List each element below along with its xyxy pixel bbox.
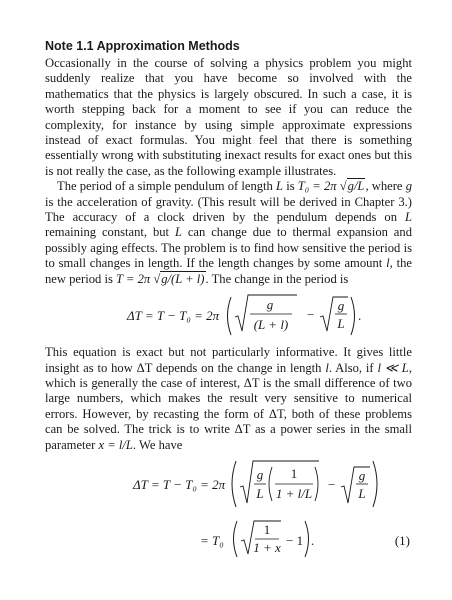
note-heading: Note 1.1 Approximation Methods bbox=[45, 39, 240, 53]
paren-right bbox=[305, 521, 309, 557]
text: is the acceleration of gravity. (This result will be derived in Chapter 3.) The accuracy of a clock driven by the pendulum depends on bbox=[45, 194, 412, 225]
eq1-num2: g bbox=[337, 298, 345, 314]
math-sqrt-g-over-L: g/L bbox=[347, 179, 365, 194]
eq2-g2: g bbox=[358, 467, 366, 483]
text: remaining constant, but bbox=[45, 225, 175, 240]
eq1-minus: − bbox=[307, 307, 315, 323]
math-l: l bbox=[386, 256, 390, 271]
math-l: l bbox=[325, 360, 329, 375]
paren-left bbox=[269, 467, 272, 501]
eq1-lhs: ΔT = T − T₀ = 2π bbox=[127, 308, 220, 324]
paren-left bbox=[234, 521, 238, 557]
paragraph-intro: Occasionally in the course of solving a physics problem you might suddenly realize that you have become so involved with the mathematics that the physics is largely obscured. In such a case, it is worth stepping back for a moment to see if you can reduce the complexity, for instance by using simple approximate expressions instead of exact formulas. You might feel that there is something essentially wrong with substituting inexact results for exact ones but this is not really the case, as the following example illustrates. bbox=[45, 56, 412, 178]
equation-power-series bbox=[45, 453, 412, 565]
text: . The change in the period is bbox=[205, 271, 349, 286]
paren-left bbox=[232, 461, 236, 507]
text: can change due to thermal expansion and possibly aging effects. The problem is to find how sensitive the period is to small changes in length. If the length changes by some amount bbox=[45, 225, 412, 271]
math-T: T = 2π bbox=[116, 271, 154, 286]
eq1-den1: (L + l) bbox=[253, 317, 289, 333]
note-content bbox=[45, 38, 412, 565]
eq2-lhs: ΔT = T − T₀ = 2π bbox=[133, 476, 226, 492]
equation-delta-T bbox=[45, 287, 412, 345]
paren-left bbox=[228, 297, 232, 335]
math-L: L bbox=[404, 210, 412, 225]
text: , the new period is bbox=[45, 256, 412, 286]
eq2-end: . bbox=[311, 532, 315, 548]
eq2-den: 1 + l/L bbox=[275, 485, 313, 501]
paren-right bbox=[351, 297, 355, 335]
math-L: L bbox=[276, 179, 284, 194]
math-T0: T₀ = 2π bbox=[297, 179, 340, 194]
text: . We have bbox=[132, 437, 183, 452]
text: , where bbox=[365, 179, 406, 194]
eq2-line2-lhs: = T₀ bbox=[200, 532, 224, 548]
eq1-end: . bbox=[358, 308, 362, 324]
paren-right bbox=[373, 461, 377, 507]
math-condition: l ≪ L bbox=[377, 360, 409, 375]
math-g: g bbox=[405, 179, 412, 194]
eq2-one2: 1 bbox=[263, 521, 271, 537]
math-x: x = l/L bbox=[98, 437, 133, 452]
eq2-one: 1 bbox=[290, 465, 298, 481]
paragraph-analysis bbox=[45, 345, 412, 453]
paragraph-pendulum: The period of a simple pendulum of length L is T₀ = 2π √g/L, where g is the acceleration of gravity. (This result will be derived in Chapter 3.) The accuracy of a clock driven by the pendulum depends on L remaining constant, but L can change due to thermal expansion and possibly aging effects. The problem is to find how sensitive the period is to small changes in length. If the length changes by some amount l, the new period is T = 2π √g/(L + l). The change in the period is bbox=[45, 179, 412, 286]
eq2-minus-one: − 1 bbox=[286, 532, 304, 548]
math-L: L bbox=[174, 225, 182, 240]
eq2-L: L bbox=[256, 485, 264, 501]
eq1-den2: L bbox=[337, 316, 345, 332]
text: is bbox=[283, 179, 298, 194]
text: The period of a simple pendulum of length bbox=[57, 179, 277, 194]
eq2-den2: 1 + x bbox=[253, 539, 281, 555]
eq2-g: g bbox=[256, 466, 264, 482]
sqrt-sign bbox=[341, 467, 370, 503]
eq2-minus: − bbox=[328, 476, 336, 492]
equation-number: (1) bbox=[394, 532, 410, 548]
text: This equation is exact but not particularly informative. It gives little insight as to how ΔT depends on the change in length bbox=[45, 345, 412, 375]
math-sqrt-new: g/(L + l) bbox=[161, 271, 205, 286]
eq1-num1: g bbox=[266, 297, 274, 313]
eq2-L2: L bbox=[358, 485, 366, 501]
paren-right bbox=[315, 467, 318, 501]
text: . Also, if bbox=[328, 360, 378, 375]
text: , which is generally the case of interest, ΔT is the small difference of two large numbers, which makes the result very sensitive to numerical errors. However, by recasting the form of ΔT, both of these problems can be solved. The trick is to write ΔT as a power series in the small parameter bbox=[45, 360, 412, 452]
